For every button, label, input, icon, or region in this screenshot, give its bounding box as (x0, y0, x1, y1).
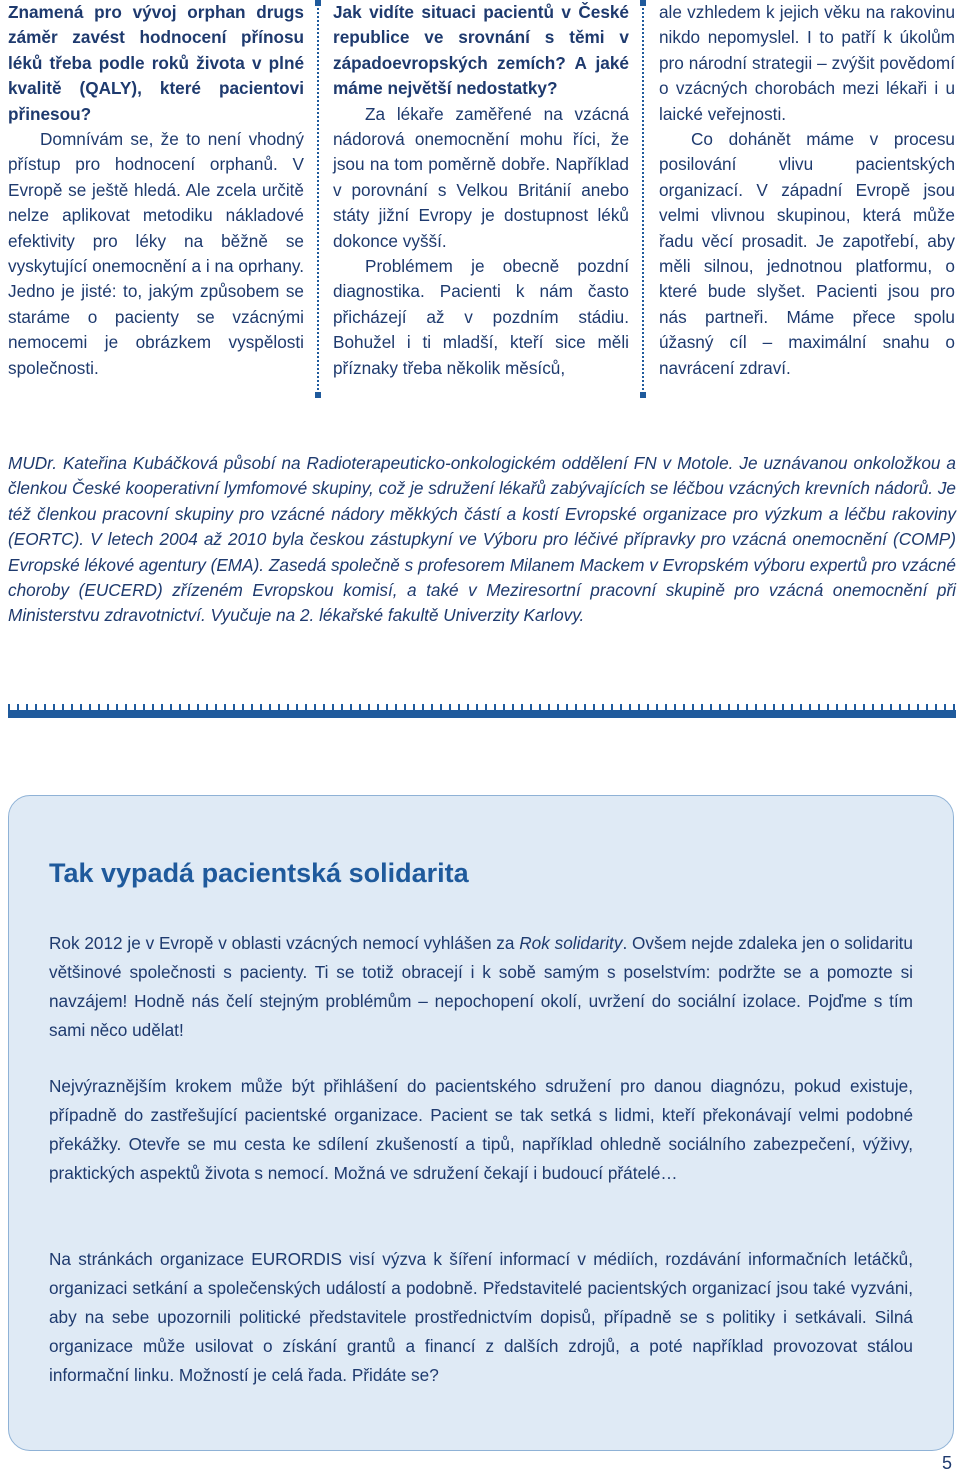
page-number: 5 (941, 1453, 952, 1473)
section-divider (8, 710, 956, 718)
box-p1-text-b: . Ovšem nejde zdaleka jen o solidaritu většinové společnosti s pacienty. Ti se totiž obracejí i k sobě samým s poselstvím: podržte se a pomozte si navzájem! Hodně nás čelí stejným problémům – nepochopení okolí, uvržení do sociální izolace. Pojďme s tím sami něco udělat! (49, 933, 913, 1040)
interview-answer-3a: ale vzhledem k jejich věku na rakovinu nikdo nepomyslel. I to patří k úkolům pro národní strategii – zvýšit povědomí o vzácných chorobách mezi lékaři i u laické veřejnosti. (659, 2, 955, 124)
column-1 (8, 0, 304, 381)
interview-answer-1: Domnívám se, že to není vhodný přístup pro hodnocení orphanů. V Evropě se ještě hledá. Ale zcela určitě nelze aplikovat metodiku nákladové efektivity pro léky na běžně se vyskytující onemocnění a i na oprhany. Jedno je jisté: to, jakým způsobem se staráme o pacienty se vzácnými nemocemi je obrázkem vyspělosti společnosti. (8, 129, 304, 378)
column-divider-2 (642, 0, 644, 398)
info-box (8, 795, 954, 1451)
interview-question-2: Jak vidíte situaci pacientů v České republice ve srovnání s těmi v západoevropských zemích? A jaké máme největší nedostatky? (333, 2, 629, 99)
box-p1-text-a: Rok 2012 je v Evropě v oblasti vzácných nemocí vyhlášen za (49, 933, 520, 953)
column-2 (333, 0, 629, 381)
box-paragraph-1 (49, 929, 913, 1045)
interview-answer-2b: Problémem je obecně pozdní diagnostika. Pacienti k nám často přicházejí až v pozdním stádiu. Bohužel i ti mladší, kteří sice měli příznaky třeba několik měsíců, (333, 256, 629, 378)
box-title: Tak vypadá pacientská solidarita (49, 858, 469, 888)
box-paragraph-2: Nejvýraznějším krokem může být přihlášení do pacientského sdružení pro danou diagnózu, pokud existuje, případně do zastřešující pacientské organizace. Pacient se tak setká s lidmi, kteří překonávají velmi podobné překážky. Otevře se mu cesta ke sdílení zkušeností a tipů, například ohledně sociálního zabezpečení, výživy, praktických aspektů života s nemocí. Možná ve sdružení čekají i budoucí přátelé… (49, 1076, 913, 1183)
column-3 (659, 0, 955, 381)
interview-answer-2a: Za lékaře zaměřené na vzácná nádorová onemocnění mohu říci, že jsou na tom poměrně dobře. Například v porovnání s Velkou Británií anebo státy jižní Evropy je dostupnost léků dokonce vyšší. (333, 103, 629, 251)
box-p1-emphasis: Rok solidarity (519, 933, 623, 953)
author-bio: MUDr. Kateřina Kubáčková působí na Radioterapeuticko-onkologickém oddělení FN v Motole. Je uznávanou onkoložkou a členkou České kooperativní lymfomové skupiny, což je sdružení lékařů zabývajících se léčbou vzácných krevních nádorů. Je též členkou pracovní skupiny pro vzácné nádory měkkých částí a kostí Evropské organizace pro výzkum a léčbu rakoviny (EORTC). V letech 2004 až 2010 byla českou zástupkyní ve Výboru pro léčivé přípravky pro vzácná onemocnění (COMP) Evropské lékové agentury (EMA). Zasedá společně s profesorem Milanem Mackem v Evropském výboru expertů pro vzácné choroby (EUCERD) zřízeném Evropskou komisí, a také v Meziresortní pracovní skupině pro vzácná onemocnění při Ministerstvu zdravotnictví. Vyučuje na 2. lékařské fakultě Univerzity Karlovy. (8, 453, 956, 626)
interview-answer-3b: Co dohánět máme v procesu posilování vlivu pacientských organizací. V západní Evropě jsou velmi vlivnou skupinou, která může řadu věcí prosadit. Je zapotřebí, aby měli silnou, jednotnou platformu, o které bude slyšet. Pacienti jsou pro nás partneři. Máme přece spolu úžasný cíl – maximální snahu o navrácení zdraví. (659, 129, 955, 378)
interview-question-1: Znamená pro vývoj orphan drugs záměr zavést hodnocení přínosu léků třeba podle roků života v plné kvalitě (QALY), které pacientovi přinesou? (8, 2, 304, 124)
column-divider-1 (317, 0, 319, 398)
box-paragraph-3: Na stránkách organizace EURORDIS visí výzva k šíření informací v médiích, rozdávání informačních letáčků, organizaci setkání a společenských událostí a podobně. Představitelé pacientských organizací jsou také vyzváni, aby na sebe upozornili politické představitele prostřednictvím dopisů, případně se s politiky i setkávali. Silná organizace může usilovat o získání grantů a financí z dalších zdrojů, a poté například provozovat stálou informační linku. Možností je celá řada. Přidáte se? (49, 1249, 913, 1385)
